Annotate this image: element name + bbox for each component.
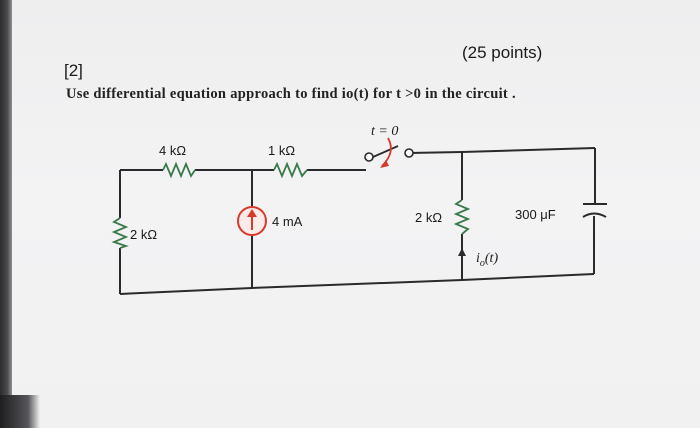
switch-terminal-right xyxy=(405,149,413,157)
wire-top-right-a xyxy=(409,152,462,153)
io-arrowhead xyxy=(458,248,466,256)
label-io-i: i xyxy=(476,251,480,266)
switch-terminal-left xyxy=(365,153,373,161)
label-capacitor: 300 μF xyxy=(515,207,556,222)
resistor-4k xyxy=(163,164,195,176)
label-r1: 4 kΩ xyxy=(159,143,187,158)
question-number: [2] xyxy=(64,61,83,80)
resistor-1k xyxy=(274,164,307,176)
label-r-left: 2 kΩ xyxy=(130,227,158,242)
resistor-2k-left xyxy=(114,218,126,248)
label-io-arg: (t) xyxy=(484,251,499,266)
switch-motion-arrowhead xyxy=(380,160,389,168)
wire-bottom-left xyxy=(120,288,252,294)
label-r2: 1 kΩ xyxy=(268,143,296,158)
label-source: 4 mA xyxy=(272,214,303,229)
wire-bottom-mid xyxy=(252,280,462,288)
question-prompt: Use differential equation approach to find io(t) for t >0 in the circuit . xyxy=(66,86,516,102)
wire-top-right-b xyxy=(462,148,595,152)
wire-bottom-right xyxy=(462,274,594,280)
question-points: (25 points) xyxy=(462,43,543,62)
label-switch-time: t = 0 xyxy=(371,124,399,139)
switch-blade xyxy=(373,146,398,157)
label-io-current xyxy=(476,251,498,269)
label-io-sub: o xyxy=(479,258,485,269)
resistor-2k-right xyxy=(456,200,468,234)
label-r-right: 2 kΩ xyxy=(415,210,443,225)
